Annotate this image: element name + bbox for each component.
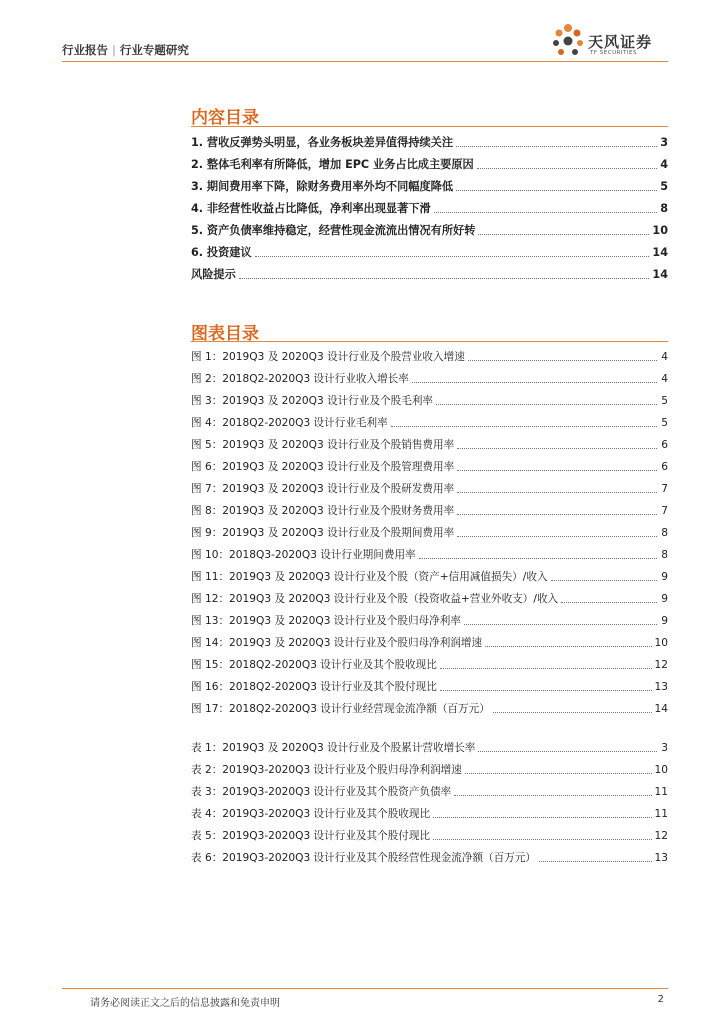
dot-leader — [239, 278, 650, 279]
dot-leader — [456, 146, 657, 147]
chart-entry-label: 图 2：2018Q2-2020Q3 设计行业收入增长率 — [191, 373, 409, 385]
table-entry[interactable] — [191, 799, 668, 821]
contents-entry-page: 14 — [652, 246, 668, 259]
contents-title: 内容目录 — [191, 108, 259, 128]
contents-entry[interactable] — [191, 128, 668, 150]
table-entry-page: 13 — [654, 852, 668, 864]
contents-entry[interactable] — [191, 238, 668, 260]
dot-leader — [456, 190, 657, 191]
contents-entry-label: 4. 非经营性收益占比降低，净利率出现显著下滑 — [191, 202, 431, 215]
dot-leader — [539, 861, 651, 862]
chart-entry[interactable] — [191, 628, 668, 650]
figures-title: 图表目录 — [191, 324, 259, 344]
dot-leader — [433, 817, 651, 818]
chart-entry-label: 图 15：2018Q2-2020Q3 设计行业及其个股收现比 — [191, 659, 437, 671]
chart-entry[interactable] — [191, 430, 668, 452]
logo-english-name: TF SECURITIES — [590, 50, 637, 56]
dot-leader — [433, 839, 651, 840]
chart-entry[interactable] — [191, 540, 668, 562]
dot-leader — [478, 234, 649, 235]
chart-entry-page: 7 — [661, 483, 668, 495]
chart-entry-label: 图 3：2019Q3 及 2020Q3 设计行业及个股毛利率 — [191, 395, 434, 407]
chart-entry-label: 图 17：2018Q2-2020Q3 设计行业经营现金流净额（百万元） — [191, 703, 490, 715]
header-separator: | — [112, 43, 116, 57]
chart-entry-page: 12 — [654, 659, 668, 671]
chart-entry[interactable] — [191, 650, 668, 672]
chart-entry-label: 图 13：2019Q3 及 2020Q3 设计行业及个股归母净利率 — [191, 615, 461, 627]
contents-entry-page: 8 — [660, 202, 668, 215]
category-label: 行业报告 — [62, 43, 108, 57]
footer-disclaimer: 请务必阅读正文之后的信息披露和免责申明 — [90, 998, 280, 1009]
dot-leader — [551, 580, 657, 581]
subcategory-label: 行业专题研究 — [119, 43, 189, 57]
chart-entry-label: 图 10：2018Q3-2020Q3 设计行业期间费用率 — [191, 549, 416, 561]
chart-entry[interactable] — [191, 496, 668, 518]
contents-list — [191, 128, 668, 282]
contents-entry-page: 4 — [660, 158, 668, 171]
chart-entry[interactable] — [191, 408, 668, 430]
chart-entry-page: 9 — [661, 593, 668, 605]
chart-entry-label: 图 4：2018Q2-2020Q3 设计行业毛利率 — [191, 417, 388, 429]
chart-entry-label: 图 11：2019Q3 及 2020Q3 设计行业及个股（资产+信用减值损失）/收入 — [191, 571, 548, 583]
dot-leader — [440, 690, 652, 691]
dot-leader — [477, 168, 657, 169]
chart-entry-page: 6 — [661, 439, 668, 451]
table-entry-page: 10 — [654, 764, 668, 776]
dot-leader — [464, 624, 657, 625]
chart-entry[interactable] — [191, 694, 668, 716]
chart-entry[interactable] — [191, 584, 668, 606]
table-entry[interactable] — [191, 733, 668, 755]
dot-leader — [457, 470, 657, 471]
chart-entry-page: 5 — [661, 417, 668, 429]
chart-entry[interactable] — [191, 672, 668, 694]
chart-entry-page: 4 — [661, 373, 668, 385]
contents-entry[interactable] — [191, 194, 668, 216]
contents-entry[interactable] — [191, 216, 668, 238]
dot-leader — [440, 668, 652, 669]
table-list — [191, 733, 668, 865]
dot-leader — [454, 795, 651, 796]
dot-leader — [457, 492, 657, 493]
contents-entry[interactable] — [191, 172, 668, 194]
logo-chinese-name: 天风证券 — [588, 33, 653, 51]
chart-entry[interactable] — [191, 474, 668, 496]
chart-entry-label: 图 1：2019Q3 及 2020Q3 设计行业及个股营业收入增速 — [191, 351, 465, 363]
page-number: 2 — [657, 994, 664, 1005]
table-entry[interactable] — [191, 843, 668, 865]
contents-entry-page: 14 — [652, 268, 668, 281]
chart-entry-label: 图 12：2019Q3 及 2020Q3 设计行业及个股（投资收益+营业外收支）/收入 — [191, 593, 559, 605]
dot-leader — [561, 602, 657, 603]
table-entry-label: 表 5：2019Q3-2020Q3 设计行业及其个股付现比 — [191, 830, 431, 842]
table-entry-page: 12 — [654, 830, 668, 842]
chart-entry[interactable] — [191, 452, 668, 474]
chart-entry-page: 7 — [661, 505, 668, 517]
page-header — [62, 0, 668, 64]
table-entry[interactable] — [191, 777, 668, 799]
chart-entry-label: 图 9：2019Q3 及 2020Q3 设计行业及个股期间费用率 — [191, 527, 455, 539]
contents-entry-label: 1. 营收反弹势头明显，各业务板块差异值得持续关注 — [191, 136, 454, 149]
flower-logo-icon — [550, 22, 586, 60]
chart-entry-label: 图 8：2019Q3 及 2020Q3 设计行业及个股财务费用率 — [191, 505, 455, 517]
contents-entry-label: 5. 资产负债率维持稳定，经营性现金流流出情况有所好转 — [191, 224, 476, 237]
dot-leader — [457, 536, 657, 537]
chart-entry-label: 图 14：2019Q3 及 2020Q3 设计行业及个股归母净利润增速 — [191, 637, 483, 649]
table-entry[interactable] — [191, 821, 668, 843]
dot-leader — [457, 514, 657, 515]
dot-leader — [493, 712, 652, 713]
contents-entry-page: 5 — [660, 180, 668, 193]
chart-entry-page: 14 — [654, 703, 668, 715]
contents-entry-label: 3. 期间费用率下降，除财务费用率外均不同幅度降低 — [191, 180, 454, 193]
chart-entry-page: 9 — [661, 615, 668, 627]
chart-entry-label: 图 6：2019Q3 及 2020Q3 设计行业及个股管理费用率 — [191, 461, 455, 473]
chart-entry[interactable] — [191, 518, 668, 540]
header-divider — [62, 61, 668, 62]
dot-leader — [255, 256, 650, 257]
chart-entry-page: 5 — [661, 395, 668, 407]
dot-leader — [412, 382, 657, 383]
chart-entry-page: 6 — [661, 461, 668, 473]
dot-leader — [457, 448, 657, 449]
chart-entry-page: 8 — [661, 549, 668, 561]
chart-entry-label: 图 16：2018Q2-2020Q3 设计行业及其个股付现比 — [191, 681, 437, 693]
contents-entry-page: 3 — [660, 136, 668, 149]
table-entry-label: 表 1：2019Q3 及 2020Q3 设计行业及个股累计营收增长率 — [191, 742, 476, 754]
table-entry-label: 表 4：2019Q3-2020Q3 设计行业及其个股收现比 — [191, 808, 431, 820]
chart-entry-page: 9 — [661, 571, 668, 583]
chart-entry-page: 4 — [661, 351, 668, 363]
chart-entry[interactable] — [191, 562, 668, 584]
chart-entry[interactable] — [191, 364, 668, 386]
chart-entry-page: 13 — [654, 681, 668, 693]
dot-leader — [419, 558, 657, 559]
company-logo — [550, 22, 668, 60]
chart-entry[interactable] — [191, 342, 668, 364]
contents-entry-label: 6. 投资建议 — [191, 246, 252, 259]
chart-list — [191, 342, 668, 716]
contents-entry-label: 风险提示 — [191, 268, 236, 281]
chart-entry-page: 8 — [661, 527, 668, 539]
chart-entry[interactable] — [191, 386, 668, 408]
contents-entry-label: 2. 整体毛利率有所降低，增加 EPC 业务占比成主要原因 — [191, 158, 474, 171]
table-entry[interactable] — [191, 755, 668, 777]
dot-leader — [391, 426, 657, 427]
contents-entry[interactable] — [191, 150, 668, 172]
dot-leader — [468, 360, 657, 361]
dot-leader — [434, 212, 657, 213]
chart-entry[interactable] — [191, 606, 668, 628]
contents-title-underline — [191, 126, 668, 127]
chart-entry-page: 10 — [654, 637, 668, 649]
chart-entry-label: 图 7：2019Q3 及 2020Q3 设计行业及个股研发费用率 — [191, 483, 455, 495]
dot-leader — [436, 404, 657, 405]
dot-leader — [478, 751, 657, 752]
table-entry-page: 11 — [654, 808, 668, 820]
dot-leader — [485, 646, 651, 647]
table-entry-label: 表 6：2019Q3-2020Q3 设计行业及其个股经营性现金流净额（百万元） — [191, 852, 537, 864]
contents-entry-page: 10 — [652, 224, 668, 237]
footer-divider — [62, 988, 668, 989]
table-entry-label: 表 3：2019Q3-2020Q3 设计行业及其个股资产负债率 — [191, 786, 452, 798]
table-entry-page: 3 — [661, 742, 668, 754]
contents-entry[interactable] — [191, 260, 668, 282]
table-entry-page: 11 — [654, 786, 668, 798]
table-entry-label: 表 2：2019Q3-2020Q3 设计行业及个股归母净利润增速 — [191, 764, 462, 776]
report-category — [62, 42, 189, 58]
dot-leader — [465, 773, 652, 774]
chart-entry-label: 图 5：2019Q3 及 2020Q3 设计行业及个股销售费用率 — [191, 439, 455, 451]
